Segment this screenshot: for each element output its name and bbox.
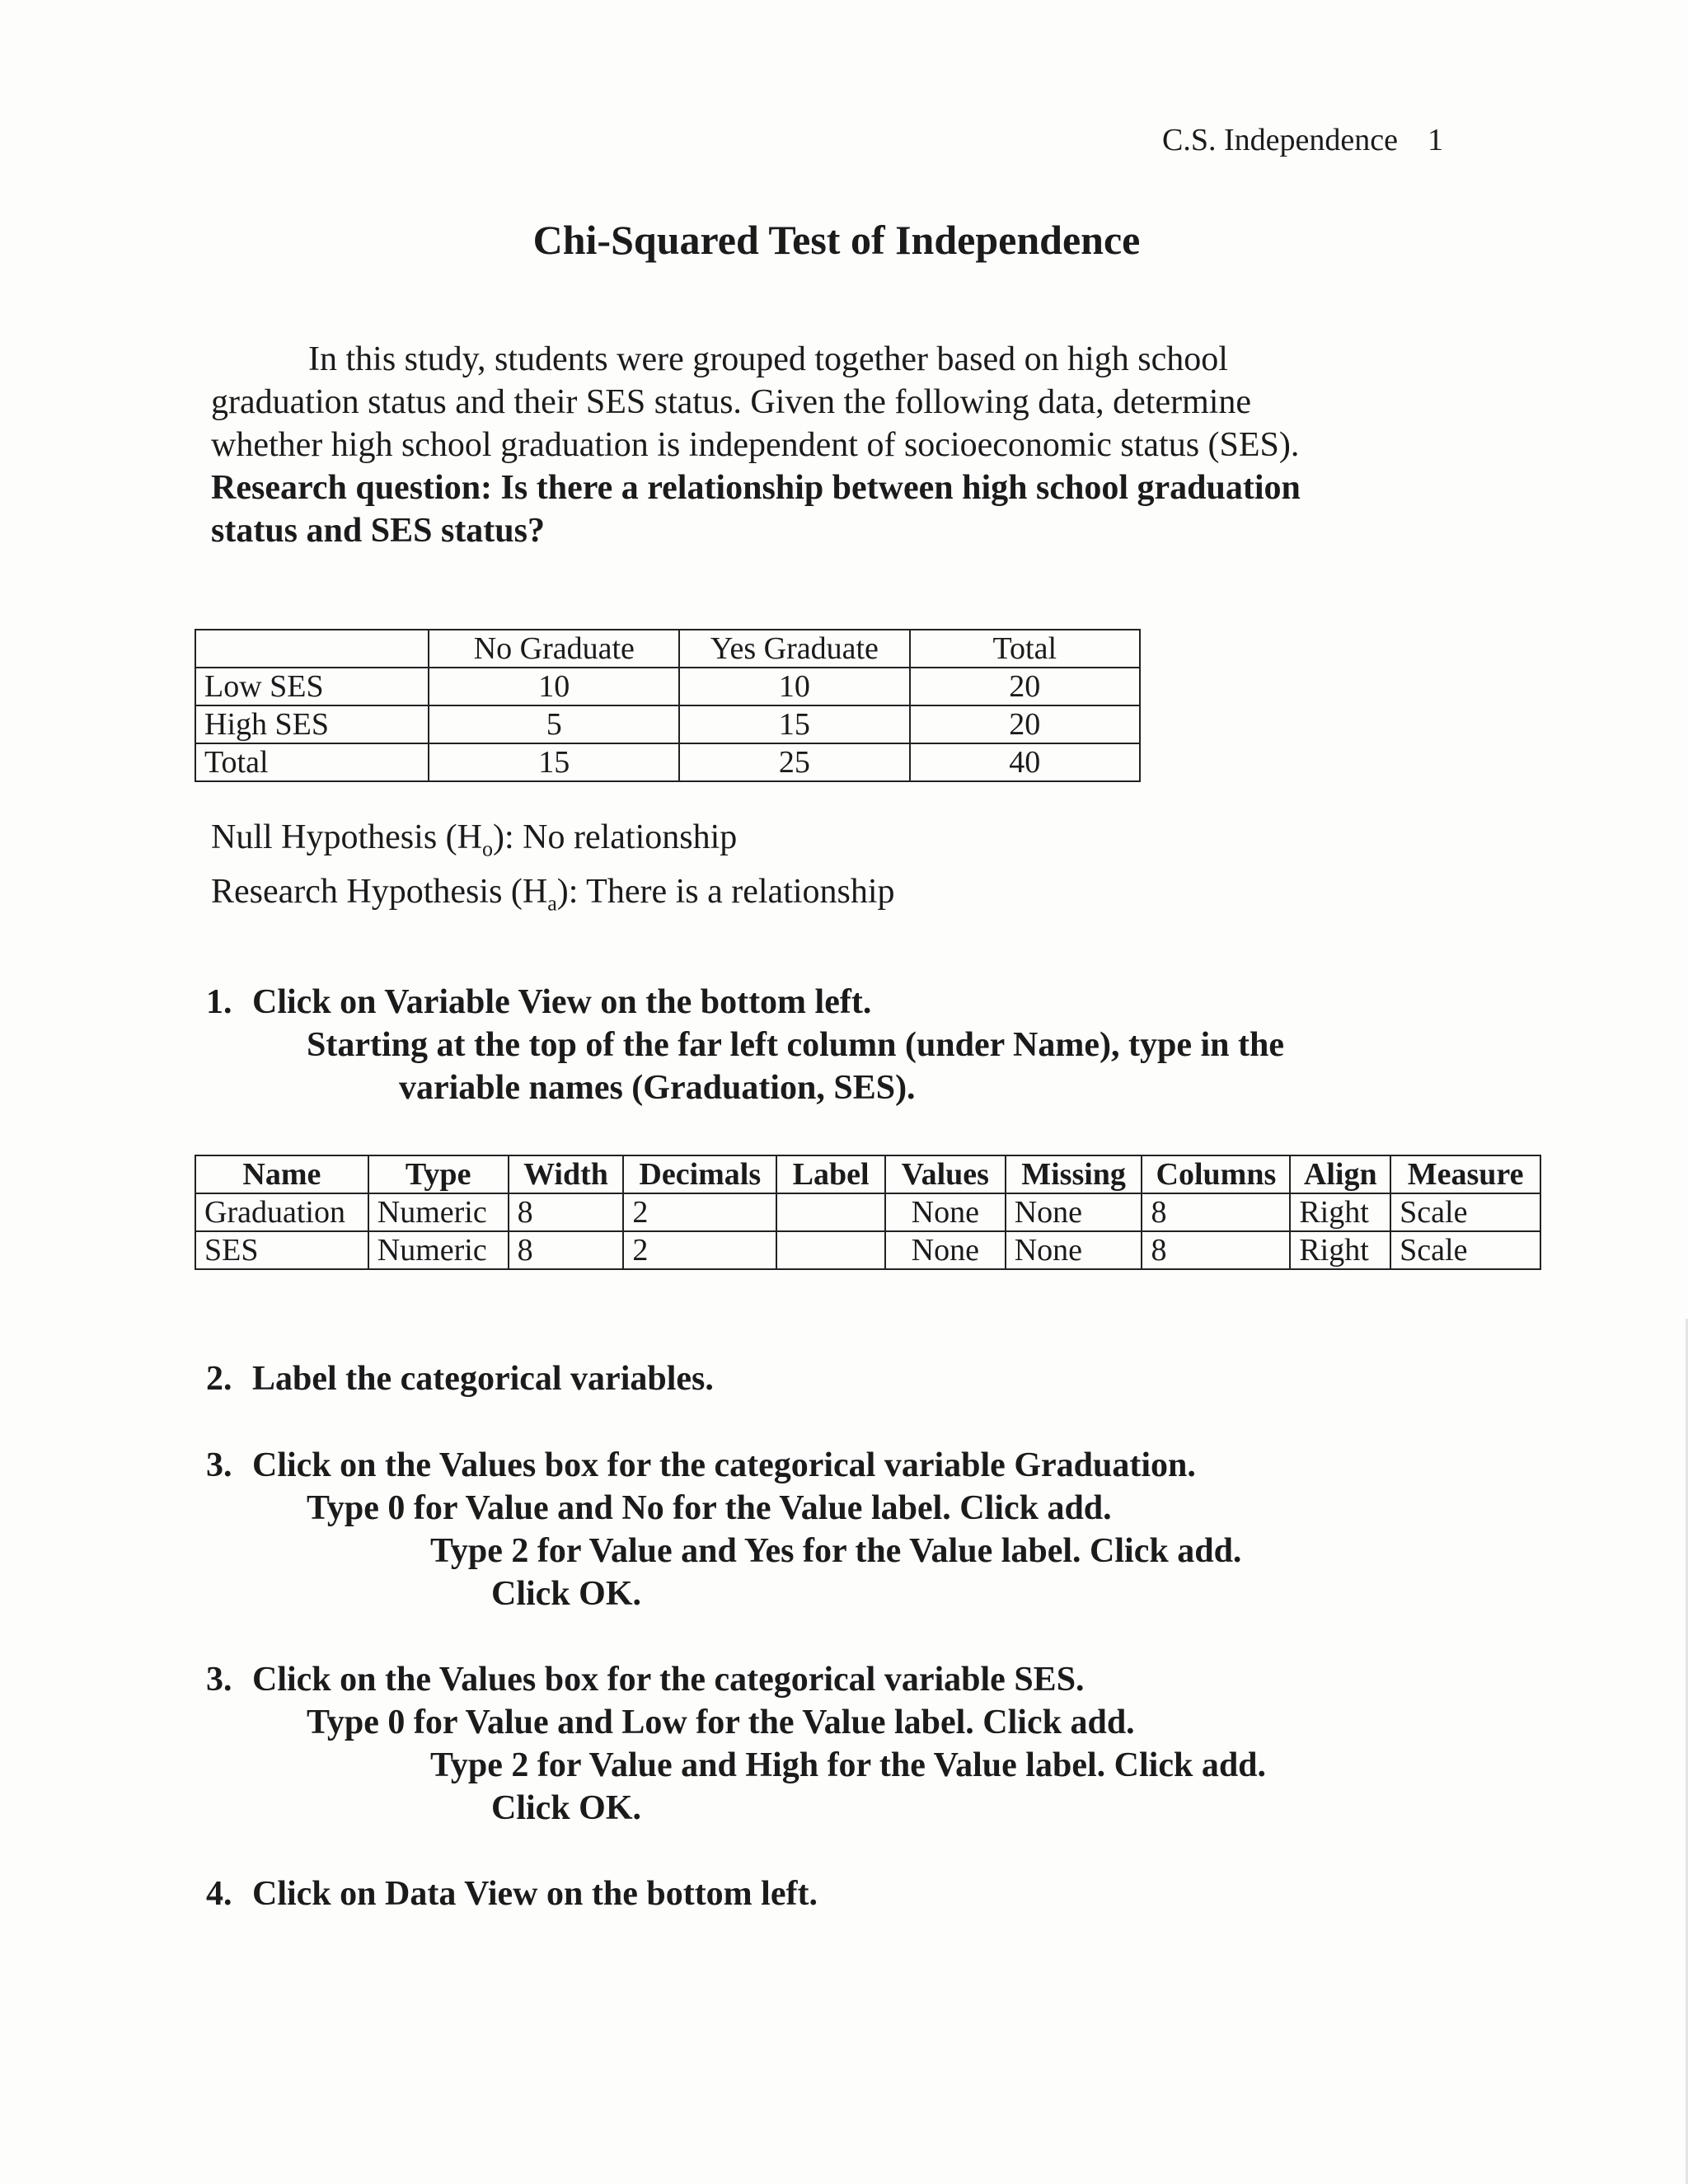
row-label: High SES — [195, 705, 429, 743]
step-line: Type 0 for Value and Low for the Value label. Click add. — [307, 1704, 1135, 1741]
table-cell: 25 — [679, 743, 909, 781]
table-cell — [776, 1193, 885, 1231]
hypotheses — [211, 816, 895, 926]
table-cell: Numeric — [368, 1231, 509, 1269]
variable-view-table — [195, 1155, 1541, 1270]
table-cell: 15 — [429, 743, 679, 781]
table-cell: Scale — [1390, 1231, 1540, 1269]
table-row — [195, 743, 1140, 781]
table-cell: 8 — [509, 1231, 624, 1269]
research-hypothesis — [211, 870, 895, 925]
table-header-cell: Yes Graduate — [679, 630, 909, 668]
page-number: 1 — [1427, 123, 1443, 157]
table-cell: 5 — [429, 705, 679, 743]
null-hypothesis-suffix: ): No relationship — [493, 818, 738, 856]
step-2 — [206, 1357, 714, 1400]
step-number: 1. — [206, 983, 232, 1021]
step-line: Type 2 for Value and Yes for the Value label. Click add. — [430, 1532, 1242, 1570]
intro-line: whether high school graduation is independent of socioeconomic status (SES). — [211, 426, 1300, 464]
step-line: Click OK. — [491, 1789, 642, 1827]
step-line: Click OK. — [491, 1575, 642, 1613]
table-cell: Scale — [1390, 1193, 1540, 1231]
table-cell: 10 — [679, 668, 909, 705]
table-cell: Right — [1290, 1193, 1390, 1231]
table-cell: 8 — [509, 1193, 624, 1231]
research-hypothesis-prefix: Research Hypothesis (H — [211, 873, 548, 912]
step-1 — [206, 981, 1284, 1109]
table-header-cell: Missing — [1006, 1155, 1142, 1193]
running-title: C.S. Independence — [1162, 123, 1398, 157]
step-text: Click on the Values box for the categorical variable Graduation. — [252, 1446, 1196, 1484]
row-label: Low SES — [195, 668, 429, 705]
table-cell: None — [1006, 1231, 1142, 1269]
table-row — [195, 705, 1140, 743]
table-cell: 8 — [1142, 1231, 1290, 1269]
step-line: Type 2 for Value and High for the Value label. Click add. — [430, 1746, 1267, 1784]
step-line: Type 0 for Value and No for the Value label. Click add. — [307, 1489, 1112, 1527]
table-cell: None — [885, 1193, 1006, 1231]
table-cell: 20 — [910, 668, 1140, 705]
table-header-row — [195, 1155, 1540, 1193]
table-header-cell: Name — [195, 1155, 368, 1193]
table-cell — [195, 630, 429, 668]
step-3-graduation — [206, 1444, 1241, 1615]
step-number: 2. — [206, 1360, 232, 1398]
table-cell: SES — [195, 1231, 368, 1269]
table-header-cell: Values — [885, 1155, 1006, 1193]
null-hypothesis — [211, 816, 895, 870]
research-question-line: status and SES status? — [211, 512, 545, 550]
table-cell: None — [885, 1231, 1006, 1269]
table-cell: 8 — [1142, 1193, 1290, 1231]
step-line — [206, 981, 1284, 1024]
research-question-line: Research question: Is there a relationship between high school graduation — [211, 469, 1301, 507]
table-cell: None — [1006, 1193, 1142, 1231]
step-text: Click on Data View on the bottom left. — [252, 1875, 818, 1913]
document-title: Chi-Squared Test of Independence — [532, 217, 1141, 263]
step-3-ses — [206, 1658, 1266, 1830]
intro-line: In this study, students were grouped together based on high school — [308, 340, 1228, 378]
table-row — [195, 1231, 1540, 1269]
step-line — [206, 1444, 1241, 1487]
table-header-cell: Type — [368, 1155, 509, 1193]
null-hypothesis-subscript: o — [482, 837, 493, 861]
table-row — [195, 668, 1140, 705]
table-cell: Numeric — [368, 1193, 509, 1231]
table-header-cell: No Graduate — [429, 630, 679, 668]
table-cell: 2 — [623, 1231, 776, 1269]
contingency-table — [195, 629, 1141, 782]
table-header-row — [195, 630, 1140, 668]
step-line — [206, 1357, 714, 1400]
null-hypothesis-prefix: Null Hypothesis (H — [211, 818, 482, 856]
table-header-cell: Columns — [1142, 1155, 1290, 1193]
table-header-cell: Decimals — [623, 1155, 776, 1193]
research-hypothesis-suffix: ): There is a relationship — [556, 873, 895, 912]
step-number: 3. — [206, 1661, 232, 1699]
intro-paragraph — [211, 338, 1497, 552]
step-line: variable names (Graduation, SES). — [399, 1069, 916, 1107]
table-cell: 10 — [429, 668, 679, 705]
step-number: 4. — [206, 1875, 232, 1913]
table-header-cell: Align — [1290, 1155, 1390, 1193]
table-header-cell: Measure — [1390, 1155, 1540, 1193]
step-text: Click on the Values box for the categorical variable SES. — [252, 1661, 1085, 1699]
table-header-cell: Width — [509, 1155, 624, 1193]
table-cell: 20 — [910, 705, 1140, 743]
step-line: Starting at the top of the far left column (under Name), type in the — [307, 1026, 1284, 1064]
research-hypothesis-subscript: a — [547, 891, 557, 916]
table-header-cell: Label — [776, 1155, 885, 1193]
running-header — [1162, 122, 1443, 158]
step-line — [206, 1872, 818, 1915]
table-cell: 40 — [910, 743, 1140, 781]
table-cell — [776, 1231, 885, 1269]
table-header-cell: Total — [910, 630, 1140, 668]
step-number: 3. — [206, 1446, 232, 1484]
intro-line: graduation status and their SES status. Given the following data, determine — [211, 383, 1252, 421]
table-cell: Graduation — [195, 1193, 368, 1231]
row-label: Total — [195, 743, 429, 781]
table-cell: 2 — [623, 1193, 776, 1231]
table-row — [195, 1193, 1540, 1231]
step-line — [206, 1658, 1266, 1701]
step-text: Label the categorical variables. — [252, 1360, 714, 1398]
step-4 — [206, 1872, 818, 1915]
table-cell: Right — [1290, 1231, 1390, 1269]
table-cell: 15 — [679, 705, 909, 743]
step-text: Click on Variable View on the bottom left. — [252, 983, 872, 1021]
